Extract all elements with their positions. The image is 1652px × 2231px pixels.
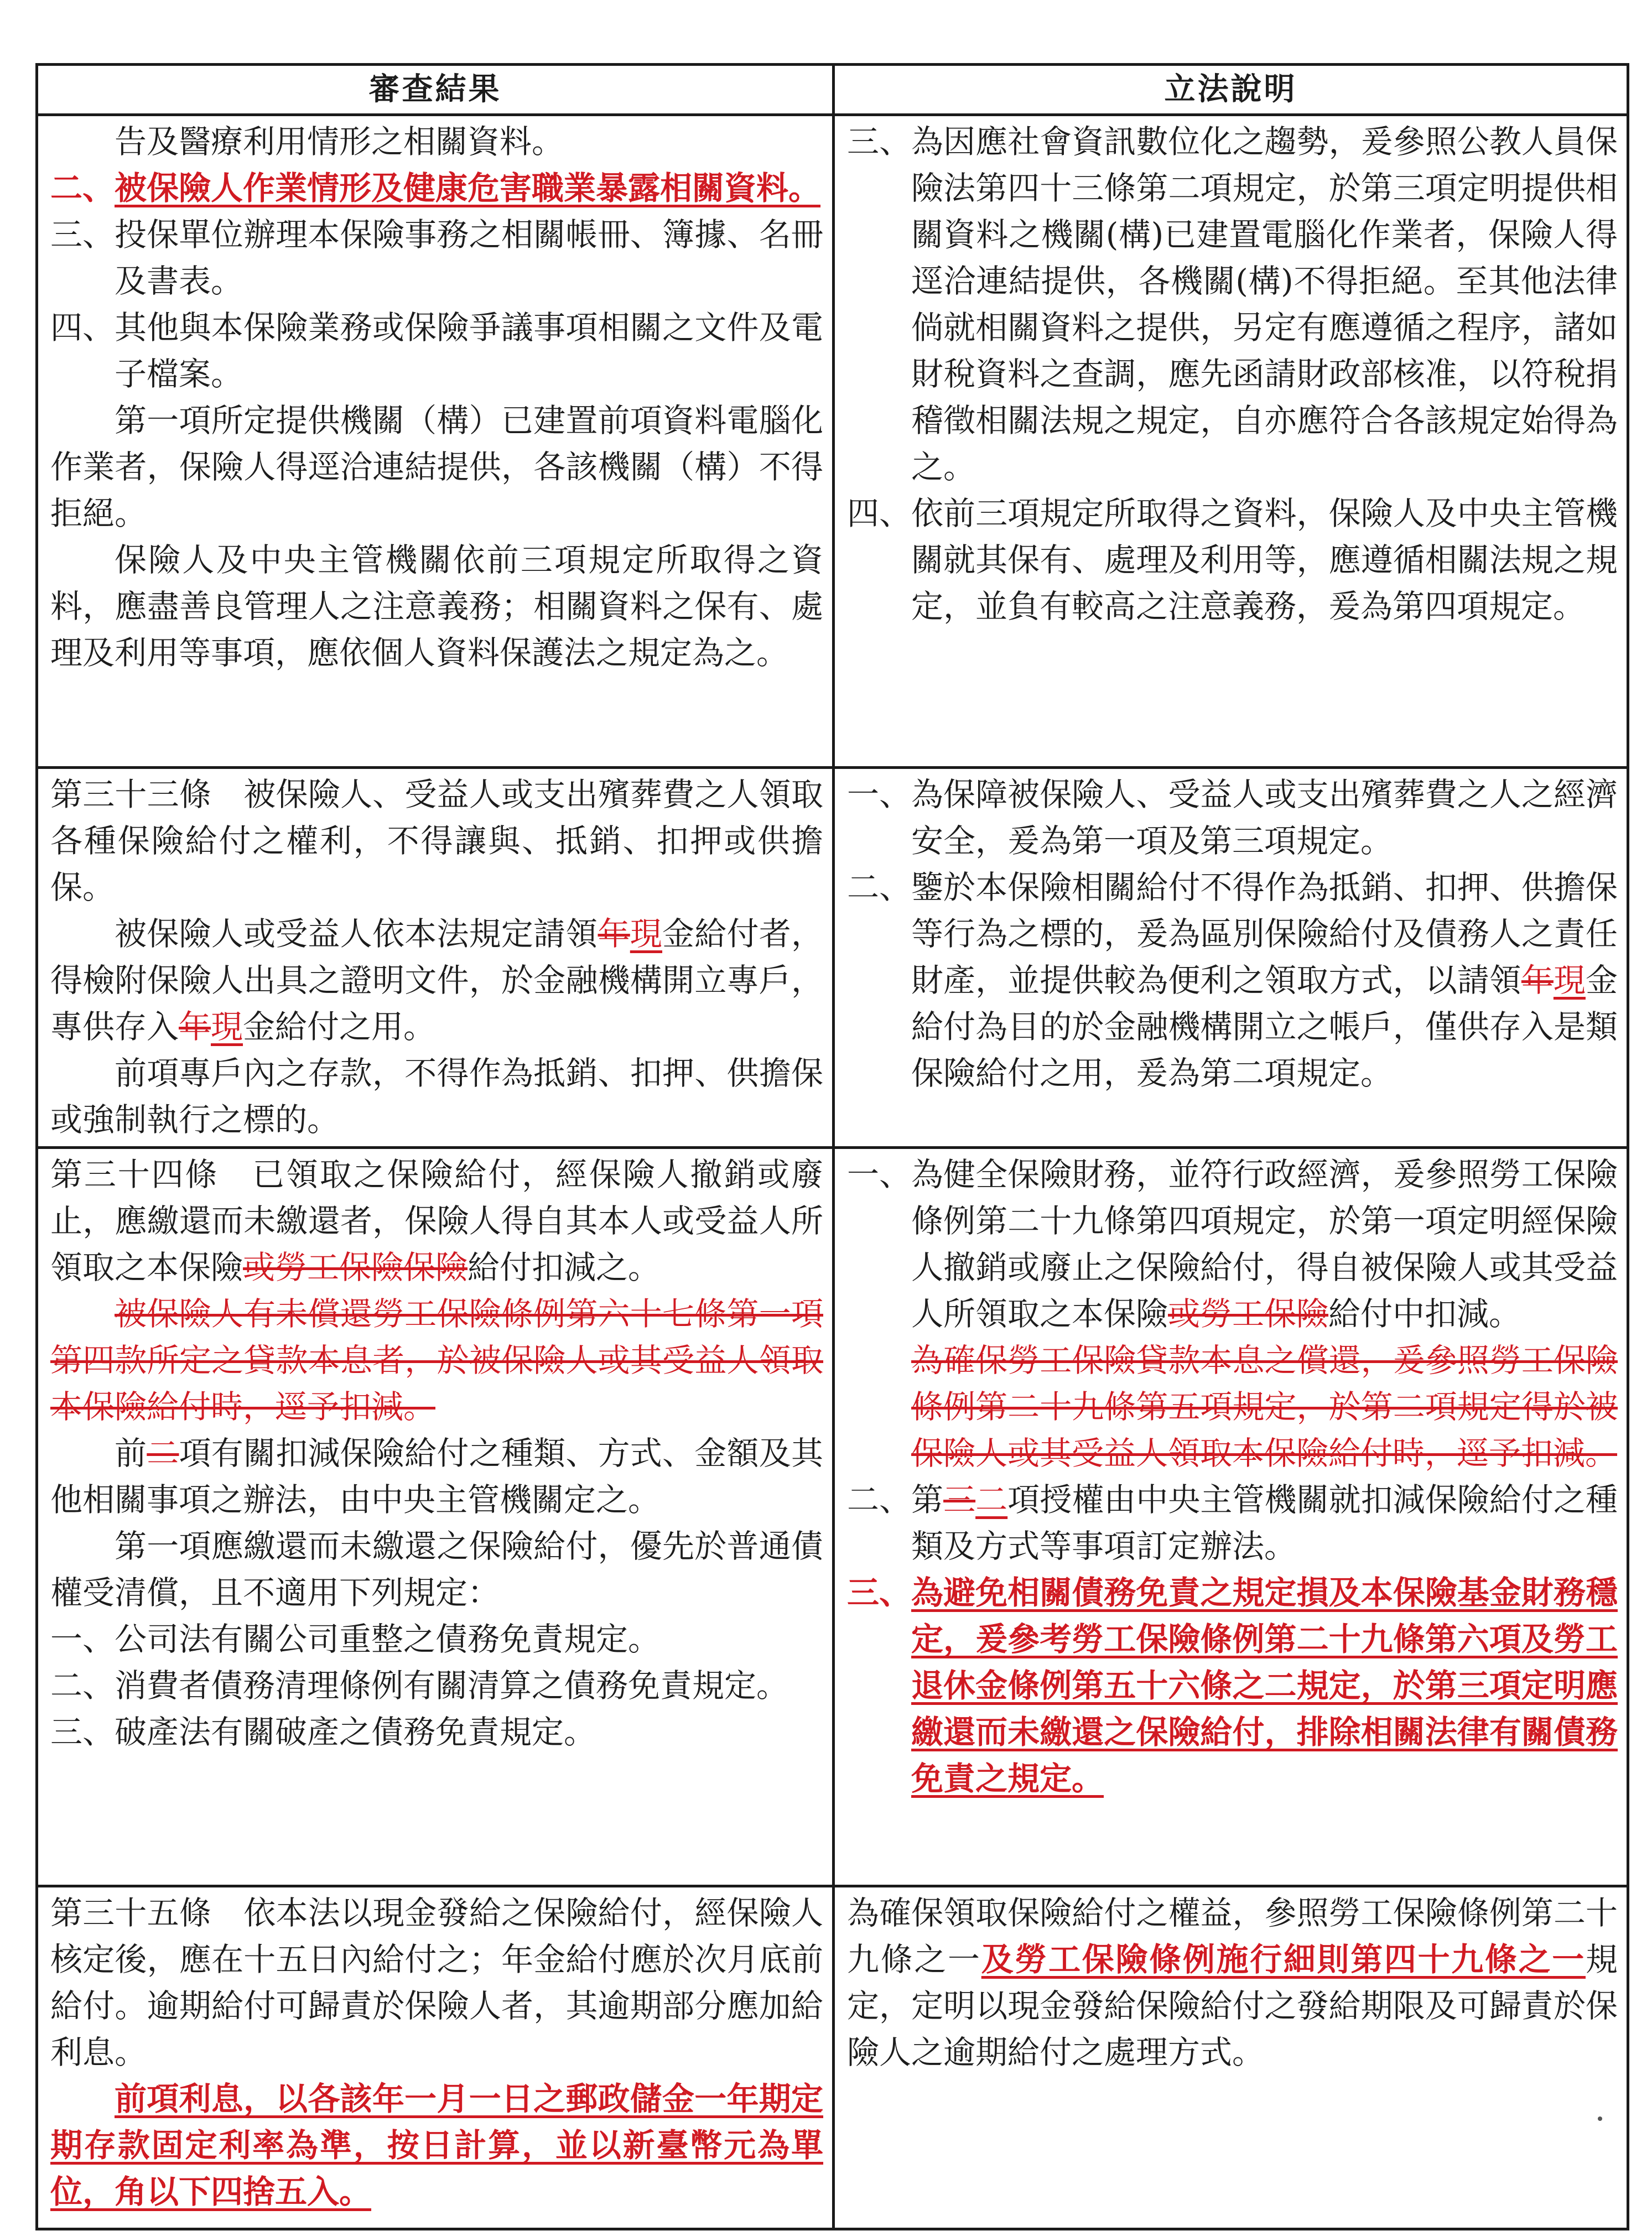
item-number: 三、 [50,1713,115,1751]
review-cell [37,115,834,768]
item-number: 一、 [50,1620,115,1658]
item-number: 四、 [50,309,115,346]
item-text: 為避免相關債務免責之規定損及本保險基金財務穩定，爰參考勞工保險條例第二十九條第六項及勞工退休金條例第五十六條之二規定，於第三項定明應繳還而未繳還之保險給付，排除相關法律有關債務免責之規定。 [911,1574,1618,1797]
paragraph [847,1890,1618,2076]
list-item [50,211,823,304]
item-number: 四、 [847,495,912,532]
text-run: 第 [911,1481,944,1518]
article-paragraph [50,1151,823,1291]
text-run: 金給付者，得檢附保險人出具之證明文件，於金融機構開立專戶，專供存入 [50,915,823,1046]
paragraph: 前項專戶內之存款，不得作為抵銷、扣押、供擔保或強制執行之標的。 [50,1054,823,1138]
list-item [50,165,823,211]
deleted-text: 為確保勞工保險貸款本息之償還，爰參照勞工保險條例第二十九條第五項規定，於第二項規定得於被保險人或其受益人領取本保險給付時，逕予扣減。 [911,1341,1618,1472]
list-item [50,1616,823,1662]
paragraph [50,1430,823,1523]
list-item [847,864,1618,1096]
text-run: 鑒於本保險相關給付不得作為抵銷、扣押、供擔保等行為之標的，爰為區別保險給付及債務人之責任財產，並提供較為便利之領取方式，以請領 [911,869,1618,999]
text-run: 規定，定明以現金發給保險給付之發給期限及可歸責於保險人之逾期給付之處理方式。 [847,1941,1618,2071]
item-number: 二、 [847,1481,912,1518]
inserted-text: 現 [630,915,663,953]
comparison-table [35,63,1629,2230]
item-text: 投保單位辦理本保險事務之相關帳冊、簿據、名冊及書表。 [115,216,823,300]
item-text: 其他與本保險業務或保險爭議事項相關之文件及電子檔案。 [115,309,823,393]
list-item [50,1662,823,1709]
paragraph: 告及醫療利用情形之相關資料。 [115,123,564,160]
item-text: 為保障被保險人、受益人或支出殯葬費之人之經濟安全，爰為第一項及第三項規定。 [911,776,1618,860]
explanation-cell [834,115,1628,768]
text-run: 給付扣減之。 [467,1249,661,1286]
list-item [847,771,1618,864]
deleted-text: 年 [598,915,630,953]
review-cell [37,1148,834,1886]
text-run: 金給付為目的於金融機構開立之帳戶，僅供存入是類保險給付之用，爰為第二項規定。 [911,961,1618,1092]
item-text: 消費者債務清理條例有關清算之債務免責規定。 [115,1667,789,1704]
item-text: 公司法有關公司重整之債務免責規定。 [115,1620,661,1658]
table-row [37,768,1628,1148]
item-number: 一、 [847,776,912,813]
deleted-text: 年 [1521,961,1554,999]
inserted-text: 現 [1553,961,1586,999]
item-text: 破產法有關破產之債務免責規定。 [115,1713,596,1751]
item-number: 二、 [50,169,115,207]
item-number: 一、 [847,1156,912,1193]
item-number: 二、 [50,1667,115,1704]
table-row [37,115,1628,768]
item-text: 依前三項規定所取得之資料，保險人及中央主管機關就其保有、處理及利用等，應遵循相關法規之規定，並負有較高之注意義務，爰為第四項規定。 [911,495,1618,625]
article-heading: 第三十三條 [50,776,212,813]
deleted-paragraph: 被保險人有未償還勞工保險條例第六十七條第一項第四款所定之貸款本息者，於被保險人或其受益人領取本保險給付時，逕予扣減。 [50,1295,823,1426]
scan-mark [1598,2116,1602,2121]
inserted-text: 現 [211,1008,243,1046]
text-run: 已領取之保險給付，經保險人撤銷或廢止，應繳還而未繳還者，保險人得自其本人或受益人所領取之本保險 [50,1156,823,1286]
explanation-cell [834,1148,1628,1886]
deleted-text: 或勞工保險保險 [243,1249,468,1286]
table-row [37,1886,1628,2229]
item-text [911,1476,1618,1569]
list-item [847,1476,1618,1569]
header-legislative-explanation: 立法說明 [834,65,1628,115]
item-text [911,864,1618,1096]
text-run: 給付中扣減。 [1328,1295,1521,1333]
table-row [37,1148,1628,1886]
text-run: 被保險人或受益人依本法規定請領 [115,915,598,953]
item-number: 三、 [50,216,115,253]
paragraph: 保險人及中央主管機關依前三項規定所取得之資料，應盡善良管理人之注意義務；相關資料之保有、處理及利用等事項，應依個人資料保護法之規定為之。 [50,541,823,672]
article-text: 被保險人、受益人或支出殯葬費之人領取各種保險給付之權利，不得讓與、抵銷、扣押或供擔保。 [50,776,823,906]
list-item [50,304,823,397]
article-text: 依本法以現金發給之保險給付，經保險人核定後，應在十五日內給付之；年金給付應於次月底前給付。逾期給付可歸責於保險人者，其逾期部分應加給利息。 [50,1894,823,2071]
paragraph: 第一項應繳還而未繳還之保險給付，優先於普通債權受清償，且不適用下列規定： [50,1527,823,1611]
text-run: 項有關扣減保險給付之種類、方式、金額及其他相關事項之辦法，由中央主管機關定之。 [50,1434,823,1518]
header-review-result: 審查結果 [37,65,834,115]
text-run: 為健全保險財務，並符行政經濟，爰參照勞工保險條例第二十九條第四項規定，於第一項定明經保險人撤銷或廢止之保險給付，得自被保險人或其受益人所領取之本保險 [911,1156,1618,1333]
item-text [911,1151,1618,1476]
text-run: 項授權由中央主管機關就扣減保險給付之種類及方式等事項訂定辦法。 [911,1481,1618,1565]
inserted-paragraph [50,2076,823,2215]
item-number: 三、 [847,1574,912,1611]
article-heading: 第三十五條 [50,1894,212,1932]
explanation-cell [834,768,1628,1148]
deleted-text: 或勞工保險 [1168,1295,1329,1333]
article-heading: 第三十四條 [50,1156,219,1193]
table-header-row [37,65,1628,115]
item-text: 被保險人作業情形及健康危害職業暴露相關資料。 [115,169,821,207]
deleted-text: 三 [943,1481,976,1518]
paragraph [50,911,823,1050]
article-paragraph [50,1890,823,2076]
deleted-text: 年 [179,1008,211,1046]
explanation-cell [834,1886,1628,2229]
inserted-text: 二 [975,1481,1008,1518]
paragraph: 第一項所定提供機關（構）已建置前項資料電腦化作業者，保險人得逕洽連結提供，各該機關（構）不得拒絕。 [50,402,823,532]
list-item [847,490,1618,630]
item-number: 三、 [847,123,912,160]
inserted-text: 及勞工保險條例施行細則第四十九條之一 [981,1941,1586,1978]
article-paragraph [50,771,823,911]
review-cell [37,768,834,1148]
review-cell [37,1886,834,2229]
list-item [847,1569,1618,1802]
deleted-text: 二 [147,1434,179,1472]
inserted-text: 前項利息，以各該年一月一日之郵政儲金一年期定期存款固定利率為準，按日計算，並以新臺幣元為單位，角以下四捨五入。 [50,2080,823,2211]
list-item [847,118,1618,490]
text-run: 金給付之用。 [243,1008,436,1046]
list-item [847,1151,1618,1476]
item-number: 二、 [847,869,912,906]
text-run: 為確保領取保險給付之權益，參照勞工保險條例第二十九條之一 [847,1894,1618,1978]
text-run: 前 [115,1434,147,1472]
item-text: 為因應社會資訊數位化之趨勢，爰參照公教人員保險法第四十三條第二項規定，於第三項定明提供相關資料之機關(構)已建置電腦化作業者，保險人得逕洽連結提供，各機關(構)不得拒絕。至其他法律倘就相關資料之提供，另定有應遵循之程序，諸如財稅資料之查調，應先函請財政部核准，以符稅捐稽徵相關法規之規定，自亦應符合各該規定始得為之。 [911,123,1618,486]
list-item [50,1709,823,1755]
